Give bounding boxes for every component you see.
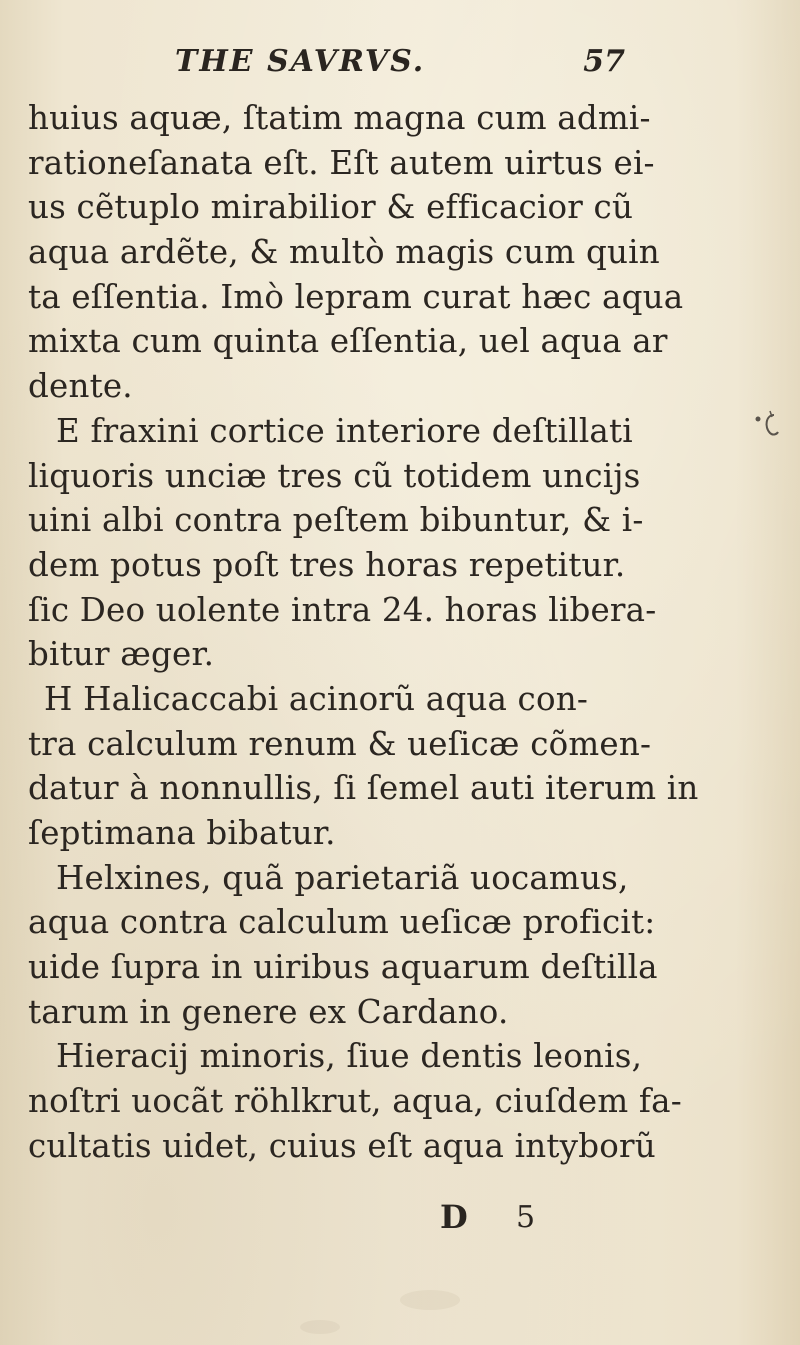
text-line-23: noſtri uocãt röhlkrut, aqua, ciuſdem fa- [28, 1082, 682, 1121]
text-line-1: huius aquæ, ſtatim magna cum admi- [28, 99, 651, 137]
text-line-5: ta eſſentia. Imò lepram curat hæc aqua [28, 277, 684, 316]
signature-mark [440, 1198, 640, 1248]
text-line-19: aqua contra calculum ueſicæ proficit: [28, 903, 656, 942]
text-line-11: dem potus poſt tres horas repetitur. [28, 545, 626, 584]
text-line-24: cultatis uidet, cuius eſt aqua intyborũ [28, 1126, 656, 1165]
text-line-22: Hieracij minoris, ſiue dentis leonis, [56, 1037, 643, 1076]
signature-number: 5 [516, 1200, 536, 1235]
text-line-2: rationeſanata eſt. Eſt autem uirtus ei- [28, 143, 655, 182]
page-number: 57 [583, 44, 625, 79]
text-line-10: uini albi contra peſtem bibuntur, & i- [28, 501, 644, 540]
body-text [28, 96, 699, 1169]
text-line-21: tarum in genere ex Cardano. [28, 992, 509, 1031]
text-line-8: E fraxini cortice interiore deſtillati [56, 411, 633, 450]
running-head: THE SAVRVS. [175, 44, 426, 79]
paper-stain [400, 1290, 460, 1310]
signature-letter: D [440, 1198, 468, 1236]
text-line-20: uide ſupra in uiribus aquarum deſtilla [28, 948, 658, 987]
page-header [175, 44, 625, 94]
text-line-13: bitur æger. [28, 635, 215, 674]
text-line-14: H Halicaccabi acinorũ aqua con- [44, 679, 589, 718]
text-line-4: aqua ardẽte, & multò magis cum quin [28, 233, 660, 272]
text-line-15: tra calculum renum & ueſicæ cõmen- [28, 724, 652, 763]
paragraph-mark-icon [752, 405, 782, 445]
text-line-17: ſeptimana bibatur. [28, 814, 336, 852]
paper-stain [300, 1320, 340, 1334]
text-line-6: mixta cum quinta eſſentia, uel aqua ar [28, 322, 668, 361]
text-line-12: ſic Deo uolente intra 24. horas libera- [28, 590, 657, 629]
text-line-7: dente. [28, 367, 133, 406]
text-line-16: datur à nonnullis, ſi ſemel auti iterum in [28, 769, 699, 808]
text-line-9: liquoris unciæ tres cũ totidem uncijs [28, 456, 641, 495]
text-line-3: us cẽtuplo mirabilior & efficacior cũ [28, 188, 634, 227]
text-line-18: Helxines, quã parietariã uocamus, [56, 858, 629, 897]
